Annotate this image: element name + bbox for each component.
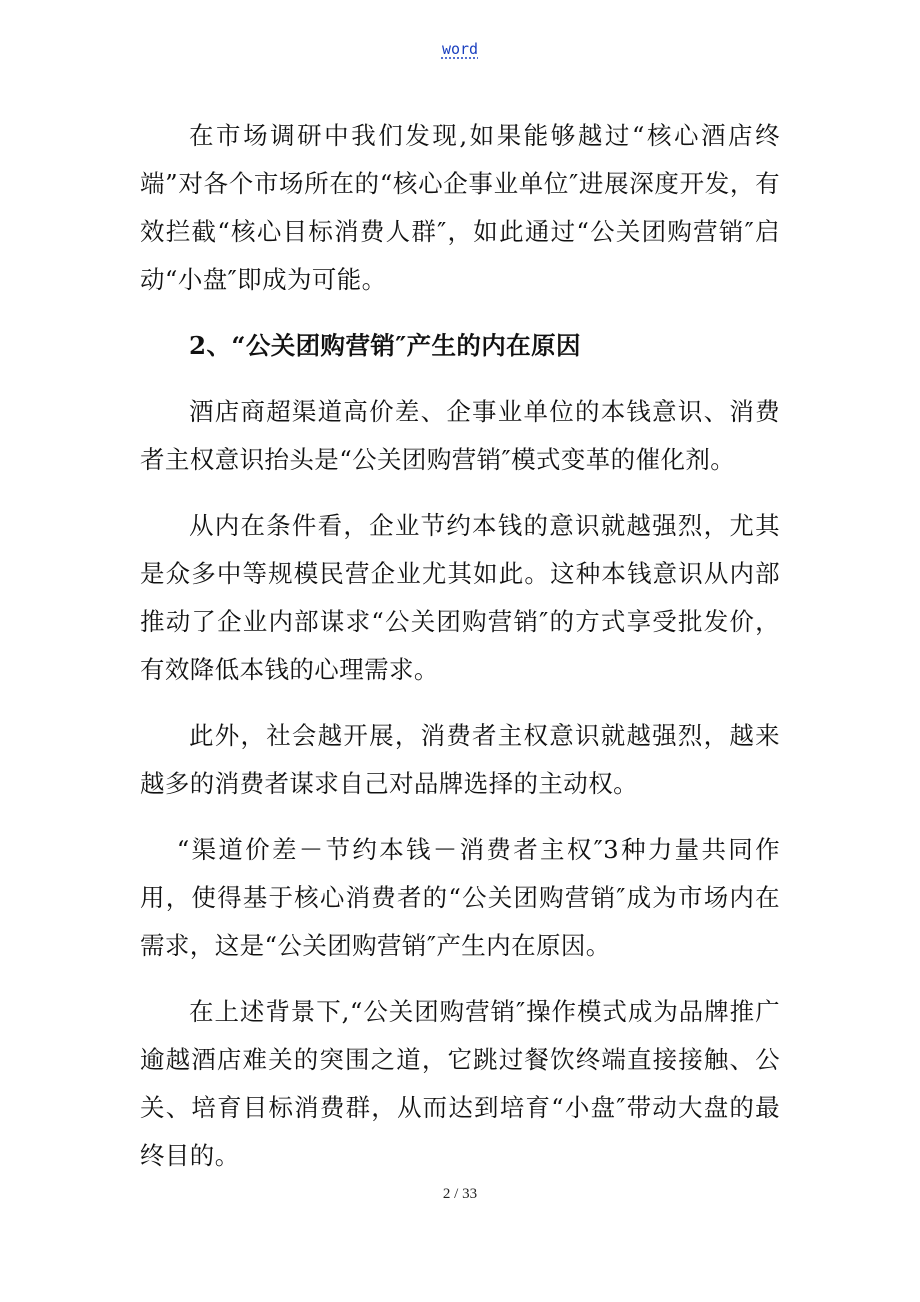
paragraph-conclusion: 在上述背景下,“公关团购营销″操作模式成为品牌推广逾越酒店难关的突围之道，它跳过餐饮终端直接接触、公关、培育目标消费群，从而达到培育“小盘″带动大盘的最终目的。	[140, 997, 780, 1170]
page-number: 2 / 33	[442, 1186, 478, 1202]
paragraph-three-forces: “渠道价差－节约本钱－消费者主权″3种力量共同作用，使得基于核心消费者的“公关团购营销″成为市场内在需求，这是“公关团购营销″产生内在原因。	[140, 835, 780, 960]
paragraph-consumer-sovereignty: 此外，社会越开展，消费者主权意识就越强烈，越来越多的消费者谋求自己对品牌选择的主动权。	[140, 721, 780, 798]
paragraph-intro: 在市场调研中我们发现,如果能够越过“核心酒店终端”对各个市场所在的“核心企事业单位″进展深度开发，有效拦截“核心目标消费人群″，如此通过“公关团购营销″启动“小盘″即成为可能。	[140, 121, 780, 294]
paragraph-catalyst: 酒店商超渠道高价差、企事业单位的本钱意识、消费者主权意识抬头是“公关团购营销″模式变革的催化剂。	[140, 397, 780, 474]
document-body	[140, 112, 780, 1198]
section-heading: 2、“公关团购营销″产生的内在原因	[189, 331, 581, 360]
header-word-link[interactable]: word	[441, 40, 479, 58]
paragraph-internal-conditions: 从内在条件看，企业节约本钱的意识就越强烈，尤其是众多中等规模民营企业尤其如此。这种本钱意识从内部推动了企业内部谋求“公关团购营销″的方式享受批发价，有效降低本钱的心理需求。	[140, 511, 780, 684]
